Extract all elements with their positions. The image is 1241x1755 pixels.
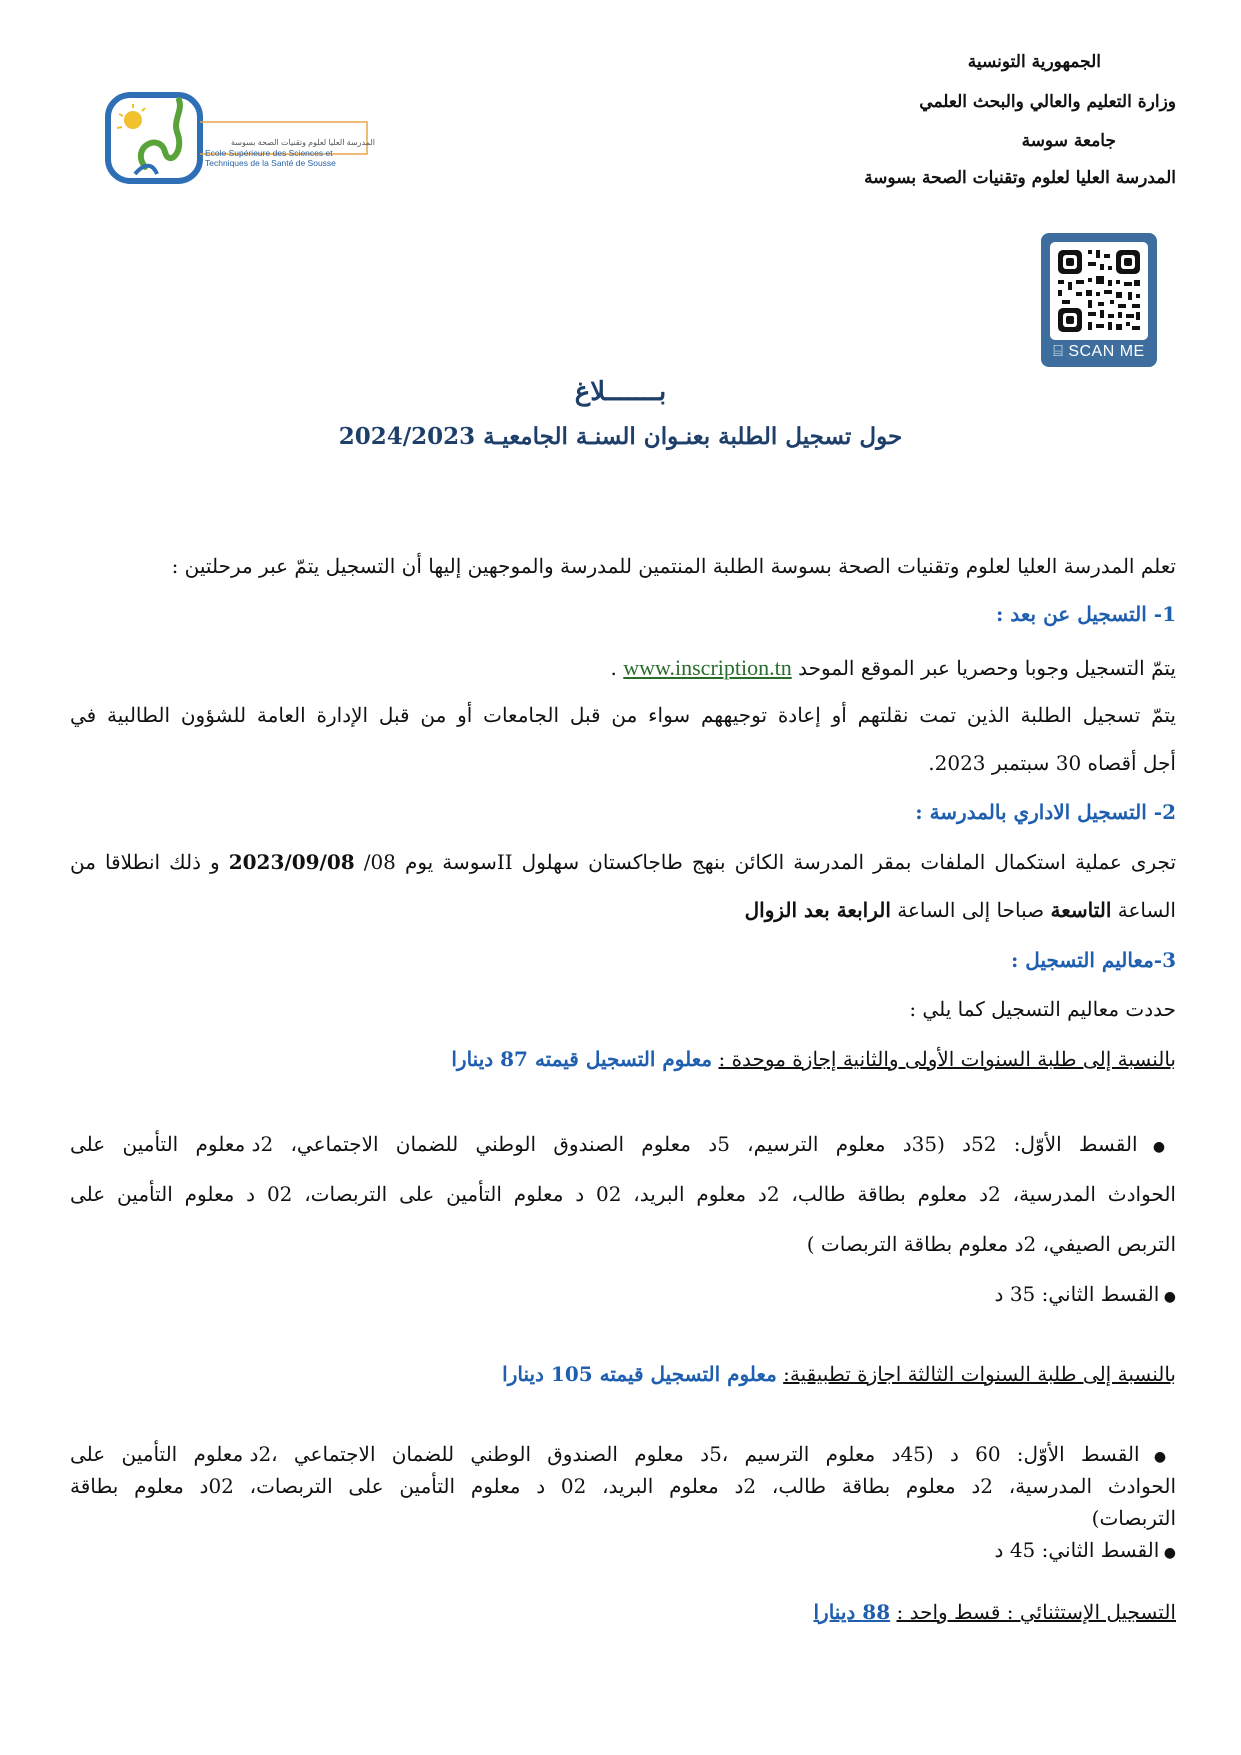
section-2-heading: 2- التسجيل الاداري بالمدرسة : <box>915 800 1176 824</box>
s1-paragraph-2-line-2: أجل أقصاه 30 سبتمبر 2023. <box>928 751 1176 775</box>
group-1-bullet-2 <box>70 1280 1176 1311</box>
scan-me-text: SCAN ME <box>1068 343 1145 360</box>
section-3-heading: 3-معاليم التسجيل : <box>1010 948 1176 972</box>
s2-start-hour: التاسعة <box>1050 898 1112 922</box>
group-2-heading <box>70 1360 1176 1388</box>
inscription-link[interactable]: www.inscription.tn <box>623 655 792 680</box>
page-title: بـــــــلاغ <box>574 377 667 407</box>
s3-intro: حددت معاليم التسجيل كما يلي : <box>909 997 1176 1021</box>
s2-line-1-b: و ذلك انطلاقا من <box>70 850 220 874</box>
section-1-heading: 1- التسجيل عن بعد : <box>996 602 1176 626</box>
s1-p1-end: . <box>610 656 617 680</box>
bullet-icon: ● <box>1139 1449 1176 1465</box>
g1-b2-text: القسط الثاني: 35 د <box>994 1282 1160 1306</box>
bullet-icon: ● <box>1159 1289 1176 1305</box>
intro-text: تعلم المدرسة العليا لعلوم وتقنيات الصحة بسوسة الطلبة المنتمين للمدرسة والموجهين إليها أن التسجيل يتمّ عبر مرحلتين : <box>171 554 1176 578</box>
s1-paragraph-1 <box>70 654 1176 682</box>
group-2-bullet-1-line-2: الحوادث المدرسية، 2د معلوم بطاقة طالب، 2د معلوم البريد، 02 د معلوم التأمين على التربصات، 02د معلوم بطاقة <box>70 1474 1176 1498</box>
g2-b2-text: القسط الثاني: 45 د <box>994 1538 1160 1562</box>
group-2-label: بالنسبة إلى طلبة السنوات الثالثة اجازة تطبيقية: <box>783 1362 1176 1386</box>
g2-b1-l1-text: القسط الأوّل: 60 د (45د معلوم الترسيم ،5د معلوم الصندوق الوطني للضمان الاجتماعي ،2د معلوم التأمين على <box>70 1442 1140 1466</box>
s2-end-hour: الرابعة بعد الزوال <box>744 898 891 922</box>
bullet-icon: ● <box>1159 1545 1176 1561</box>
group-1-bullet-1-line-1 <box>70 1130 1176 1161</box>
group-2-bullet-2 <box>70 1536 1176 1567</box>
header-school: المدرسة العليا لعلوم وتقنيات الصحة بسوسة <box>864 168 1176 188</box>
page-subtitle: حول تسجيل الطلبة بعنـوان السنـة الجامعيـة 2024/2023 <box>338 423 903 450</box>
s2-line-2 <box>70 896 1176 924</box>
qr-code-badge[interactable] <box>1041 233 1157 367</box>
logo-caption-ar: المدرسة العليا لعلوم وتقنيات الصحة بسوسة <box>231 138 375 147</box>
qr-code-label <box>1041 343 1157 361</box>
group-2-bullet-1-line-1 <box>70 1440 1176 1471</box>
group-1-bullet-1-line-3: التربص الصيفي، 2د معلوم بطاقة التربصات ) <box>806 1232 1176 1256</box>
s2-line-1 <box>70 848 1176 876</box>
s2-line-1-a: تجرى عملية استكمال الملفات بمقر المدرسة الكائن بنهج طاجاكستان سهلول IIسوسة يوم 08/ <box>363 850 1177 874</box>
header-university: جامعة سوسة <box>1021 131 1116 151</box>
exceptional-registration <box>70 1598 1176 1626</box>
g1-b1-l1-text: القسط الأوّل: 52د (35د معلوم الترسيم، 5د معلوم الصندوق الوطني للضمان الاجتماعي، 2د معلوم التأمين على <box>70 1132 1138 1156</box>
group-2-bullet-1-line-3: التربصات) <box>1091 1506 1176 1530</box>
group-1-label: بالنسبة إلى طلبة السنوات الأولى والثانية إجازة موحدة : <box>718 1047 1176 1071</box>
group-1-fee: معلوم التسجيل قيمته 87 دينارا <box>451 1047 713 1071</box>
logo-caption-fr-2: Techniques de la Santé de Sousse <box>205 158 336 168</box>
exceptional-label: التسجيل الإستثنائي : قسط واحد : <box>896 1600 1176 1624</box>
s2-line-2-c: صباحا إلى الساعة <box>897 898 1045 922</box>
logo-caption-fr-1: Ecole Supérieure des Sciences et <box>205 148 333 158</box>
s1-paragraph-2-line-1: يتمّ تسجيل الطلبة الذين تمت نقلتهم أو إعادة توجيههم سواء من قبل الجامعات أو من قبل الإدارة العامة للشؤون الطالبية في <box>70 703 1176 727</box>
s1-p1-text: يتمّ التسجيل وجوبا وحصريا عبر الموقع الموحد <box>798 656 1176 680</box>
group-2-fee: معلوم التسجيل قيمته 105 دينارا <box>502 1362 777 1386</box>
bullet-icon: ● <box>1137 1139 1176 1155</box>
logo-caption <box>205 138 375 168</box>
s2-date: 2023/09/08 <box>228 850 355 874</box>
group-1-bullet-1-line-2: الحوادث المدرسية، 2د معلوم بطاقة طالب، 2د معلوم البريد، 02 د معلوم التأمين على التربصات، 02 د معلوم التأمين على <box>70 1182 1176 1206</box>
header-ministry: وزارة التعليم والعالي والبحث العلمي <box>919 92 1176 112</box>
scan-icon: ⌸ <box>1053 343 1069 360</box>
header-republic: الجمهورية التونسية <box>967 52 1101 72</box>
qr-code-icon <box>1050 242 1148 340</box>
s2-line-2-a: الساعة <box>1117 898 1176 922</box>
group-1-heading <box>70 1045 1176 1073</box>
exceptional-fee: 88 دينارا <box>813 1600 891 1624</box>
